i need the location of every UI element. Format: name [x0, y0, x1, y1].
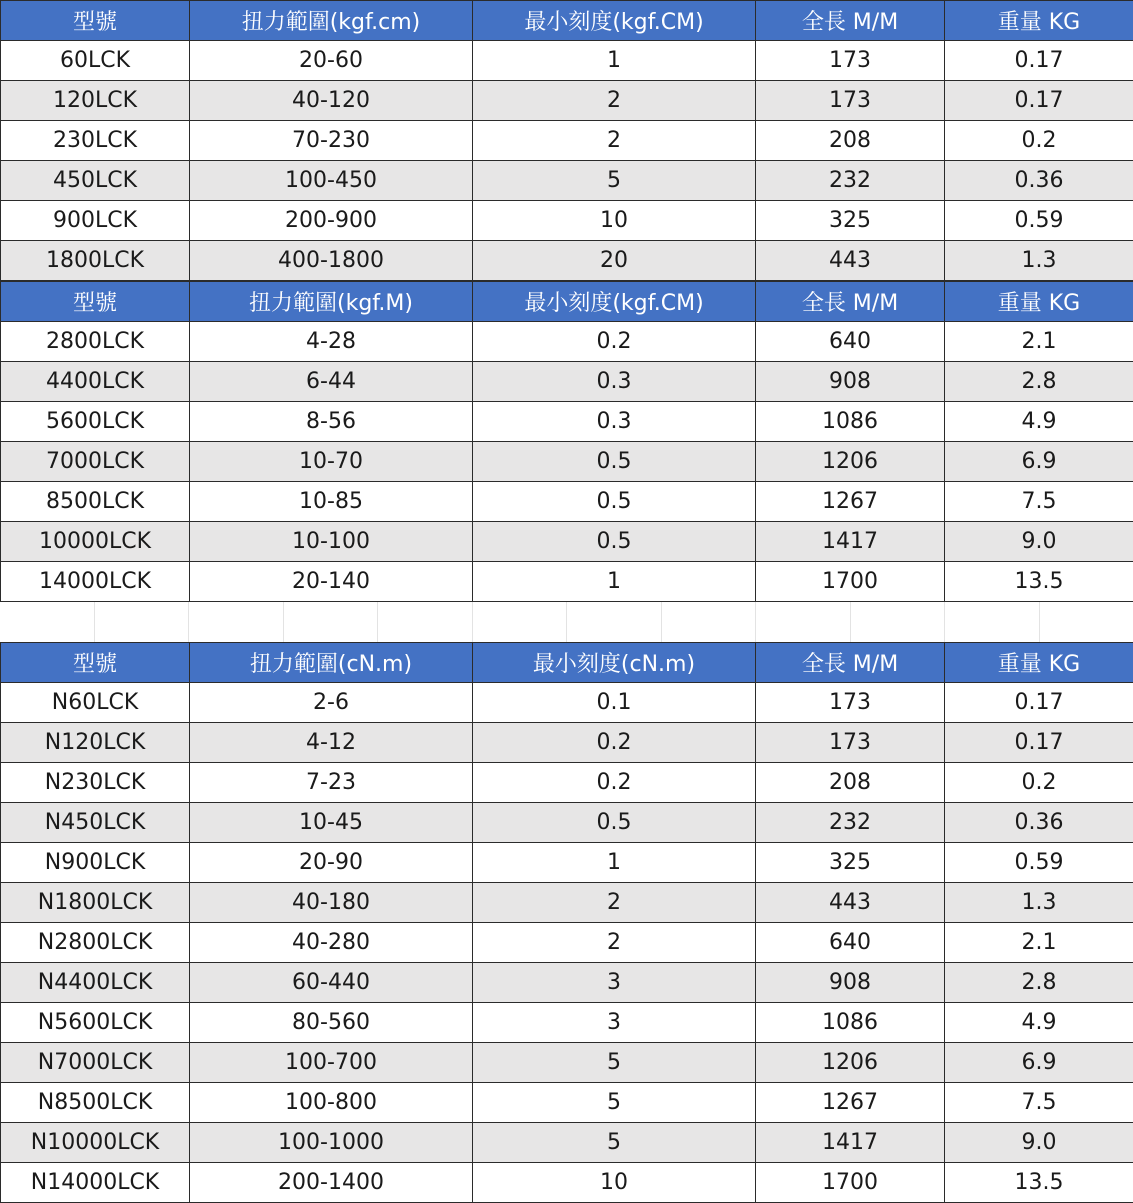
cell-torque-range: 40-280 — [190, 923, 473, 963]
spacer-cell — [851, 602, 946, 642]
header-weight: 重量 KG — [945, 643, 1133, 683]
cell-model: N450LCK — [1, 803, 190, 843]
cell-min-scale: 0.2 — [473, 763, 756, 803]
header-torque-range: 扭力範圍(kgf.M) — [190, 282, 473, 322]
cell-min-scale: 0.3 — [473, 362, 756, 402]
spacer-cell — [945, 602, 1040, 642]
table-body — [1, 683, 1133, 1203]
cell-torque-range: 10-70 — [190, 442, 473, 482]
cell-length: 208 — [756, 763, 945, 803]
table-row — [1, 402, 1133, 442]
cell-model: 900LCK — [1, 201, 190, 241]
table-body — [1, 41, 1133, 281]
table-row — [1, 683, 1133, 723]
cell-torque-range: 4-12 — [190, 723, 473, 763]
cell-torque-range: 2-6 — [190, 683, 473, 723]
cell-weight: 0.17 — [945, 41, 1133, 81]
spacer-cell — [1040, 602, 1133, 642]
table-row — [1, 41, 1133, 81]
cell-length: 1417 — [756, 1123, 945, 1163]
cell-weight: 0.36 — [945, 803, 1133, 843]
cell-min-scale: 3 — [473, 963, 756, 1003]
spacer-cell — [378, 602, 473, 642]
cell-torque-range: 100-700 — [190, 1043, 473, 1083]
cell-model: N5600LCK — [1, 1003, 190, 1043]
cell-torque-range: 10-100 — [190, 522, 473, 562]
cell-model: N8500LCK — [1, 1083, 190, 1123]
cell-torque-range: 80-560 — [190, 1003, 473, 1043]
cell-torque-range: 7-23 — [190, 763, 473, 803]
cell-torque-range: 4-28 — [190, 322, 473, 362]
cell-min-scale: 0.5 — [473, 442, 756, 482]
table-header-row — [1, 1, 1133, 41]
spacer-cell — [756, 602, 851, 642]
cell-torque-range: 40-180 — [190, 883, 473, 923]
cell-weight: 7.5 — [945, 1083, 1133, 1123]
cell-min-scale: 0.1 — [473, 683, 756, 723]
cell-model: 8500LCK — [1, 482, 190, 522]
cell-length: 173 — [756, 41, 945, 81]
cell-length: 1086 — [756, 1003, 945, 1043]
header-model: 型號 — [1, 1, 190, 41]
cell-model: N2800LCK — [1, 923, 190, 963]
cell-length: 1700 — [756, 562, 945, 602]
cell-model: 7000LCK — [1, 442, 190, 482]
cell-torque-range: 10-45 — [190, 803, 473, 843]
table-row — [1, 322, 1133, 362]
table-row — [1, 121, 1133, 161]
table-row — [1, 963, 1133, 1003]
table-row — [1, 763, 1133, 803]
cell-weight: 4.9 — [945, 402, 1133, 442]
cell-model: N4400LCK — [1, 963, 190, 1003]
cell-length: 173 — [756, 723, 945, 763]
cell-torque-range: 10-85 — [190, 482, 473, 522]
header-torque-range: 扭力範圍(cN.m) — [190, 643, 473, 683]
cell-length: 325 — [756, 843, 945, 883]
table-row — [1, 482, 1133, 522]
cell-min-scale: 5 — [473, 1123, 756, 1163]
table-row — [1, 923, 1133, 963]
cell-torque-range: 200-1400 — [190, 1163, 473, 1203]
header-model: 型號 — [1, 282, 190, 322]
cell-model: 10000LCK — [1, 522, 190, 562]
header-weight: 重量 KG — [945, 1, 1133, 41]
table-row — [1, 161, 1133, 201]
header-weight: 重量 KG — [945, 282, 1133, 322]
spacer-cell — [662, 602, 757, 642]
spec-table-kgf-m — [0, 281, 1133, 602]
cell-length: 232 — [756, 161, 945, 201]
cell-torque-range: 6-44 — [190, 362, 473, 402]
cell-weight: 6.9 — [945, 1043, 1133, 1083]
cell-weight: 2.8 — [945, 362, 1133, 402]
table-header-row — [1, 643, 1133, 683]
cell-length: 1417 — [756, 522, 945, 562]
cell-min-scale: 5 — [473, 1043, 756, 1083]
table-row — [1, 843, 1133, 883]
cell-weight: 13.5 — [945, 1163, 1133, 1203]
cell-min-scale: 2 — [473, 923, 756, 963]
cell-weight: 7.5 — [945, 482, 1133, 522]
spacer-row — [0, 602, 1133, 642]
spec-table-kgf-cm — [0, 0, 1133, 281]
cell-torque-range: 200-900 — [190, 201, 473, 241]
cell-model: N230LCK — [1, 763, 190, 803]
cell-torque-range: 60-440 — [190, 963, 473, 1003]
cell-min-scale: 0.2 — [473, 723, 756, 763]
header-min-scale: 最小刻度(cN.m) — [473, 643, 756, 683]
cell-min-scale: 1 — [473, 562, 756, 602]
cell-torque-range: 400-1800 — [190, 241, 473, 281]
cell-min-scale: 10 — [473, 1163, 756, 1203]
spacer-cell — [567, 602, 662, 642]
cell-length: 1700 — [756, 1163, 945, 1203]
cell-model: N1800LCK — [1, 883, 190, 923]
cell-weight: 6.9 — [945, 442, 1133, 482]
cell-length: 908 — [756, 963, 945, 1003]
cell-length: 1267 — [756, 482, 945, 522]
cell-length: 232 — [756, 803, 945, 843]
cell-weight: 0.2 — [945, 763, 1133, 803]
cell-model: N60LCK — [1, 683, 190, 723]
cell-weight: 0.2 — [945, 121, 1133, 161]
cell-min-scale: 0.3 — [473, 402, 756, 442]
cell-weight: 13.5 — [945, 562, 1133, 602]
cell-length: 325 — [756, 201, 945, 241]
cell-weight: 0.17 — [945, 683, 1133, 723]
header-min-scale: 最小刻度(kgf.CM) — [473, 1, 756, 41]
table-row — [1, 201, 1133, 241]
cell-length: 640 — [756, 923, 945, 963]
cell-weight: 9.0 — [945, 522, 1133, 562]
cell-min-scale: 10 — [473, 201, 756, 241]
cell-length: 1267 — [756, 1083, 945, 1123]
table-row — [1, 1043, 1133, 1083]
cell-min-scale: 0.2 — [473, 322, 756, 362]
cell-weight: 1.3 — [945, 883, 1133, 923]
cell-weight: 2.8 — [945, 963, 1133, 1003]
cell-model: 14000LCK — [1, 562, 190, 602]
cell-torque-range: 100-1000 — [190, 1123, 473, 1163]
cell-length: 640 — [756, 322, 945, 362]
cell-model: N120LCK — [1, 723, 190, 763]
cell-length: 443 — [756, 883, 945, 923]
cell-torque-range: 20-90 — [190, 843, 473, 883]
table-row — [1, 241, 1133, 281]
table-row — [1, 522, 1133, 562]
cell-torque-range: 20-140 — [190, 562, 473, 602]
cell-min-scale: 0.5 — [473, 803, 756, 843]
header-length: 全長 M/M — [756, 643, 945, 683]
cell-weight: 1.3 — [945, 241, 1133, 281]
table-row — [1, 803, 1133, 843]
table-row — [1, 1003, 1133, 1043]
cell-min-scale: 5 — [473, 1083, 756, 1123]
cell-torque-range: 100-450 — [190, 161, 473, 201]
cell-min-scale: 2 — [473, 883, 756, 923]
table-row — [1, 362, 1133, 402]
cell-min-scale: 20 — [473, 241, 756, 281]
cell-model: 4400LCK — [1, 362, 190, 402]
cell-length: 173 — [756, 81, 945, 121]
cell-min-scale: 2 — [473, 81, 756, 121]
cell-torque-range: 70-230 — [190, 121, 473, 161]
cell-length: 208 — [756, 121, 945, 161]
table-row — [1, 442, 1133, 482]
cell-length: 173 — [756, 683, 945, 723]
cell-min-scale: 0.5 — [473, 482, 756, 522]
cell-min-scale: 5 — [473, 161, 756, 201]
cell-min-scale: 1 — [473, 41, 756, 81]
cell-weight: 0.17 — [945, 81, 1133, 121]
header-torque-range: 扭力範圍(kgf.cm) — [190, 1, 473, 41]
cell-weight: 2.1 — [945, 322, 1133, 362]
cell-model: 5600LCK — [1, 402, 190, 442]
spacer-cell — [473, 602, 568, 642]
table-row — [1, 1123, 1133, 1163]
cell-torque-range: 8-56 — [190, 402, 473, 442]
cell-model: N10000LCK — [1, 1123, 190, 1163]
cell-torque-range: 40-120 — [190, 81, 473, 121]
header-length: 全長 M/M — [756, 1, 945, 41]
cell-model: N900LCK — [1, 843, 190, 883]
cell-model: N7000LCK — [1, 1043, 190, 1083]
cell-model: 2800LCK — [1, 322, 190, 362]
table-row — [1, 883, 1133, 923]
cell-model: N14000LCK — [1, 1163, 190, 1203]
header-length: 全長 M/M — [756, 282, 945, 322]
cell-model: 230LCK — [1, 121, 190, 161]
cell-torque-range: 100-800 — [190, 1083, 473, 1123]
cell-weight: 2.1 — [945, 923, 1133, 963]
cell-model: 60LCK — [1, 41, 190, 81]
cell-length: 908 — [756, 362, 945, 402]
cell-model: 1800LCK — [1, 241, 190, 281]
spec-table-cn-m — [0, 642, 1133, 1203]
table-row — [1, 1163, 1133, 1203]
table-row — [1, 723, 1133, 763]
cell-length: 1206 — [756, 1043, 945, 1083]
cell-weight: 9.0 — [945, 1123, 1133, 1163]
table-row — [1, 81, 1133, 121]
table-row — [1, 562, 1133, 602]
cell-min-scale: 0.5 — [473, 522, 756, 562]
table-header-row — [1, 282, 1133, 322]
cell-min-scale: 1 — [473, 843, 756, 883]
cell-weight: 0.59 — [945, 201, 1133, 241]
header-min-scale: 最小刻度(kgf.CM) — [473, 282, 756, 322]
cell-length: 1206 — [756, 442, 945, 482]
cell-min-scale: 3 — [473, 1003, 756, 1043]
table-body — [1, 322, 1133, 602]
cell-weight: 0.17 — [945, 723, 1133, 763]
spacer-cell — [284, 602, 379, 642]
cell-weight: 0.59 — [945, 843, 1133, 883]
spacer-cell — [189, 602, 284, 642]
spacer-cell — [0, 602, 95, 642]
cell-min-scale: 2 — [473, 121, 756, 161]
cell-length: 443 — [756, 241, 945, 281]
cell-model: 450LCK — [1, 161, 190, 201]
spacer-cell — [95, 602, 190, 642]
cell-model: 120LCK — [1, 81, 190, 121]
cell-torque-range: 20-60 — [190, 41, 473, 81]
cell-weight: 4.9 — [945, 1003, 1133, 1043]
cell-length: 1086 — [756, 402, 945, 442]
table-row — [1, 1083, 1133, 1123]
cell-weight: 0.36 — [945, 161, 1133, 201]
header-model: 型號 — [1, 643, 190, 683]
